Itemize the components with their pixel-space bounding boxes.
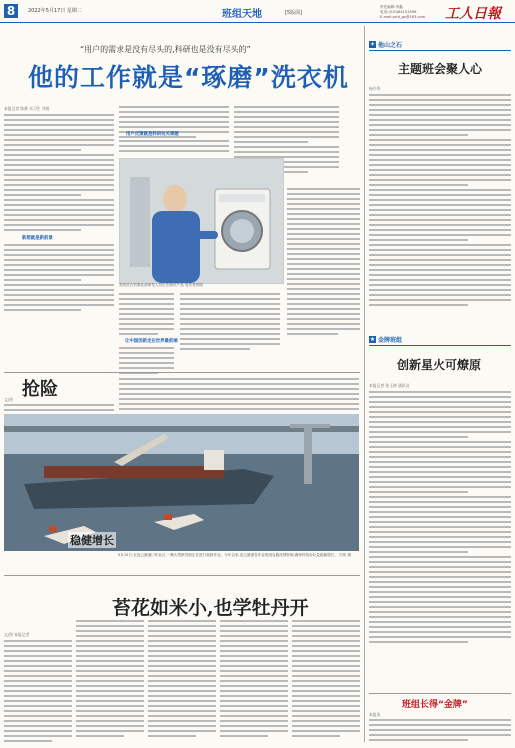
right-footer-rule <box>369 693 511 694</box>
editor-line: 责任编辑:李鑫 <box>380 5 403 9</box>
feature-body-col3b <box>180 293 280 353</box>
bottom-body-col2 <box>76 620 144 740</box>
newspaper-logo: 工人日報 <box>445 6 501 22</box>
section-divider <box>4 372 360 373</box>
right-article-1-body <box>369 94 511 309</box>
bottom-body-col1 <box>4 640 72 745</box>
column-divider <box>364 26 365 742</box>
right-article-2-body <box>369 391 511 646</box>
feature-subhead-3: 让中国创新走在世界最前端 <box>125 339 178 344</box>
email-line: E-mail:grrb_gz@163.com <box>380 15 426 19</box>
section-header-2-label: 金牌班组 <box>378 337 403 344</box>
issue-date: 2022年5月17日 星期二 <box>28 8 82 14</box>
section-header-1-label: 他山之石 <box>378 42 403 49</box>
feature-subhead-1: 新想就是新前景 <box>22 236 53 241</box>
ship-photographer: 司伟 摄 <box>339 553 351 557</box>
ship-photo-title: 稳健增长 <box>70 534 114 547</box>
section-header-2 <box>369 335 402 344</box>
washer-photo-caption: 美的洗衣机事业部研发人员正在测试产品 受访者供图 <box>119 283 203 287</box>
page-number-badge: 8 <box>4 4 18 18</box>
feature-byline: 本报记者 陈辉 实习生 邓悦 <box>4 106 50 111</box>
bottom-feature-byline: 文/图 本报记者 <box>4 632 30 637</box>
ship-port-photo <box>4 414 359 551</box>
section-divider-2 <box>4 575 360 576</box>
header-rule <box>0 22 515 23</box>
ship-feature-title: 抢险 <box>22 379 58 400</box>
right-article-1-byline: 杨兴华 <box>369 86 381 91</box>
ship-caption-text: 5月15日,在连云港港口作业区,一艘大型散货船正在进行装卸作业。今年以来,连云港港各作业班组克服疫情影响,确保货物吞吐量稳健增长。 <box>118 553 338 557</box>
feature-headline: 他的工作就是“琢磨”洗衣机 <box>28 63 349 92</box>
feature-body-col2b <box>119 140 229 155</box>
feature-body-col4 <box>287 188 360 338</box>
section-header-1 <box>369 40 402 49</box>
right-footer-byline: 本报讯 <box>369 712 381 717</box>
right-footer-body <box>369 719 511 744</box>
section-header-2-rule <box>369 345 511 346</box>
right-article-2-byline: 本报记者 张玉林 通讯员 <box>369 383 410 388</box>
right-article-1-title: 主题班会聚人心 <box>398 62 483 76</box>
ship-photo-caption <box>118 553 360 558</box>
bottom-feature-title: 苔花如米小,也学牡丹开 <box>112 597 309 619</box>
researcher-with-washer-image <box>120 159 283 283</box>
right-article-2-title: 创新星火可燎原 <box>397 358 482 372</box>
bottom-body-col5 <box>292 620 360 740</box>
section-header-1-rule <box>369 50 511 51</box>
washing-machine-photo <box>119 158 284 284</box>
ship-feature-body-top <box>119 378 359 413</box>
medal-icon: ★ <box>369 336 376 343</box>
right-footer-title: 班组长得“金牌” <box>402 700 468 710</box>
edition-code: [5版面] <box>285 10 303 16</box>
section-title: 班组天地 <box>222 9 262 20</box>
editor-info <box>380 5 425 20</box>
phone-line: 电话:(010)84151598 <box>380 10 417 14</box>
bottom-body-col3 <box>148 620 216 740</box>
leaf-icon: ✦ <box>369 41 376 48</box>
feature-body-col2c <box>119 293 174 338</box>
feature-quote: “用户的需求是没有尽头的,科研也是没有尽头的” <box>80 45 251 54</box>
port-ship-image <box>4 414 359 551</box>
bottom-body-col4 <box>220 620 288 740</box>
ship-feature-byline: 文/图 <box>4 397 13 402</box>
feature-body-col1b <box>4 244 114 314</box>
feature-subhead-2: 用户反馈就是科研攻关课题 <box>126 132 179 137</box>
feature-body-col1 <box>4 114 114 234</box>
